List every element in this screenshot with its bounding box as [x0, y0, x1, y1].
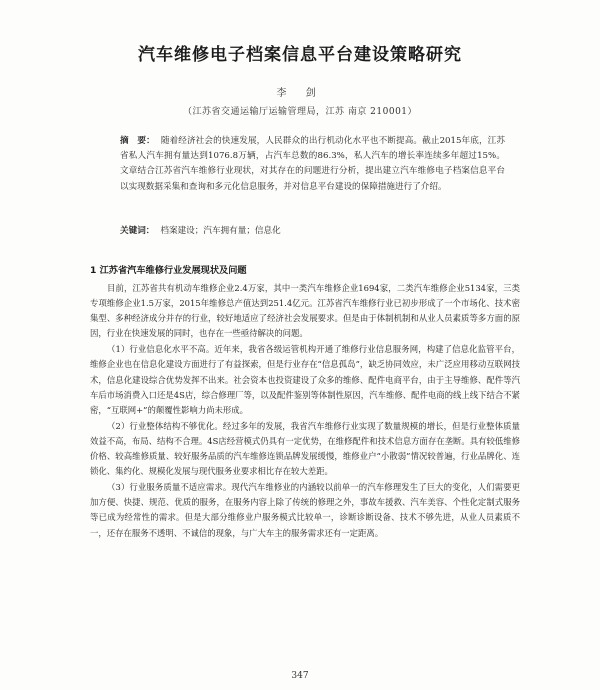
abstract-label: 摘 要： — [120, 136, 155, 146]
body-paragraph: 目前，江苏省共有机动车维修企业2.4万家，其中一类汽车维修企业1694家，二类汽车维修企业5134家，三类专项维修企业1.5万家，2015年维修总产值达到251.4亿元。江苏省汽车维修行业已初步形成了一个市场化、技术密集型、多种经济成分并存的行业，较好地适应了经济社会发展要求。但是由于体制机制和从业人员素质等多方面的原因，行业在快速发展的同时，也存在一些亟待解决的问题。 — [90, 283, 520, 339]
body-paragraph: （1）行业信息化水平不高。近年来，我省各级运管机构开通了维修行业信息服务网，构建了信息化监管平台，维修企业也在信息化建设方面进行了有益探索，但是行业存在“信息孤岛”，缺乏协同效应，未广泛应用移动互联网技术，信息化建设综合优势发挥不出来。社会资本也投资建设了众多的维修、配件电商平台，由于主导维修、配件等汽车后市场消费入口还是4S店，综合修理厂等，以及配件鉴别等体制性原因，汽车维修、配件电商的线上线下结合不紧密，“互联网+”的颠覆性影响力尚未形成。 — [90, 344, 520, 415]
author-affiliation: （江苏省交通运输厅运输管理局，江苏 南京 210001） — [182, 107, 418, 117]
body-paragraph: （3）行业服务质量不适应需求。现代汽车维修业的内涵较以前单一的汽车修理发生了巨大的变化，人们需要更加方便、快捷、规范、优质的服务，在服务内容上除了传统的修理之外，事故车援救、汽车美容、个性化定制式服务等已成为经常性的需求。但是大部分维修业户服务模式比较单一，诊断诊断设备、技术不够先进，从业人员素质不一，还存在服务不透明、不诚信的现象，与广大车主的服务需求还有一定距离。 — [90, 482, 520, 538]
paper-title: 汽车维修电子档案信息平台建设策略研究 — [138, 45, 462, 65]
keywords-label: 关键词： — [120, 226, 155, 236]
section-heading: 1 江苏省汽车维修行业发展现状及问题 — [90, 265, 247, 276]
page-number: 347 — [291, 671, 309, 681]
body-paragraph: （2）行业整体结构不够优化。经过多年的发展，我省汽车维修行业实现了数量规模的增长，但是行业整体质量效益不高，布局、结构不合理。4S店经营模式仍具有一定优势，在维修配件和技术信息方面存在垄断。具有较低维修价格、较高维修质量、较好服务品质的汽车维修连锁品牌发展缓慢，维修业户“小散弱”情况较普遍，行业品牌化、连锁化、集约化、规模化发展与现代服务业要求相比存在较大差距。 — [90, 420, 520, 477]
abstract — [120, 134, 505, 195]
abstract-text: 随着经济社会的快速发展，人民群众的出行机动化水平也不断提高。截止2015年底，江苏省私人汽车拥有量达到1076.8万辆，占汽车总数的86.3%，私人汽车的增长率连续多年超过15%。文章结合江苏省汽车维修行业现状，对其存在的问题进行分析，提出建立汽车维修电子档案信息平台以实现数据采集和查询和多元化信息服务，并对信息平台建设的保障措施进行了介绍。 — [120, 136, 505, 192]
author-name: 李 剑 — [276, 88, 324, 99]
keywords-text: 档案建设；汽车拥有量；信息化 — [160, 226, 281, 236]
body-text — [90, 281, 520, 542]
keywords — [120, 224, 505, 239]
